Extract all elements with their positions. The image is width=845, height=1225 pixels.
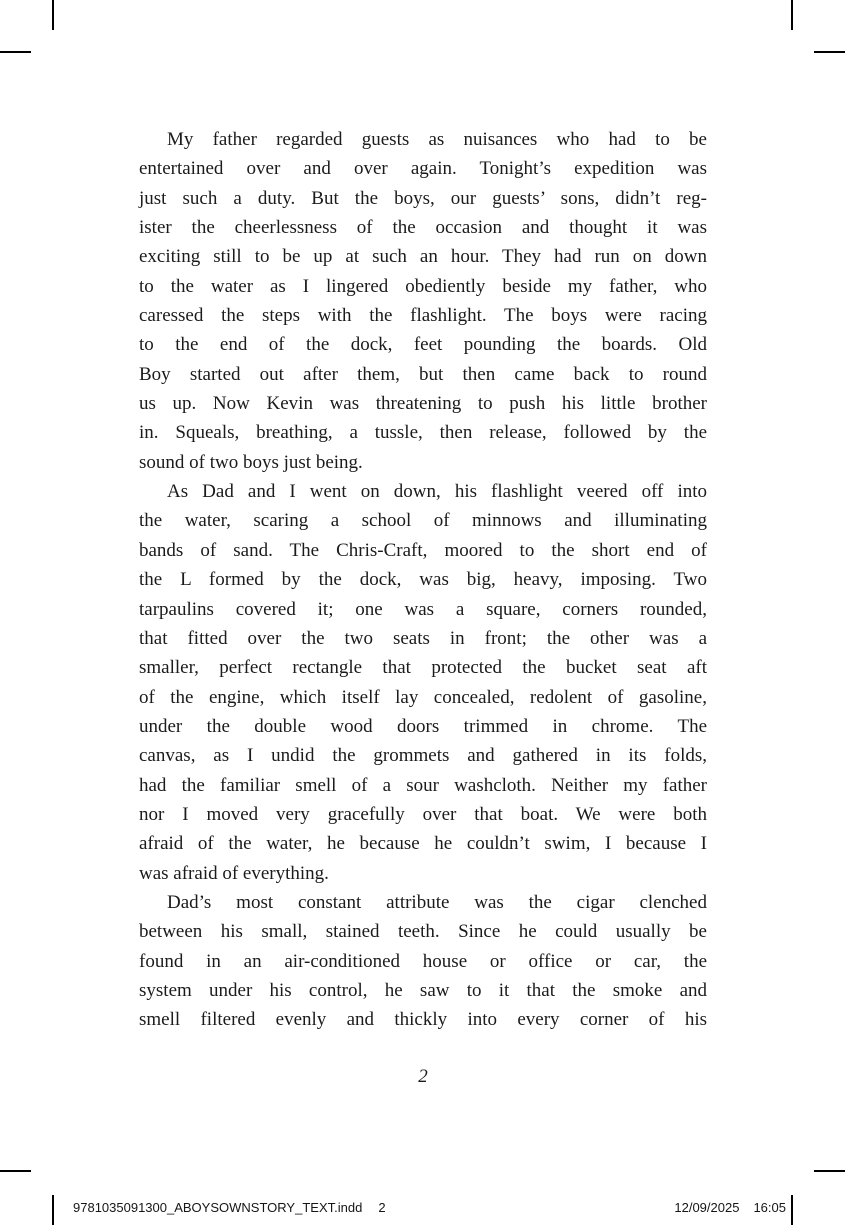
text-line: us up. Now Kevin was threatening to push his little brother [139,393,707,415]
text-line: system under his control, he saw to it that the smoke and [139,979,707,1001]
text-line: bands of sand. The Chris-Craft, moored to the short end of [139,539,707,561]
crop-mark-bottom-right-vertical [791,1195,793,1225]
text-line: Dad’s most constant attribute was the cigar clenched [167,891,707,913]
slug-line-right [674,1200,786,1216]
paragraph [139,888,707,1035]
text-line: found in an air-conditioned house or office or car, the [139,950,707,972]
text-line: in. Squeals, breathing, a tussle, then release, followed by the [139,422,707,444]
text-line: exciting still to be up at such an hour. They had run on down [139,246,707,268]
text-line: caressed the steps with the flashlight. The boys were racing [139,305,707,327]
text-line: the L formed by the dock, was big, heavy, imposing. Two [139,569,707,591]
text-line: sound of two boys just being. [139,451,363,473]
slug-date: 12/09/2025 [674,1200,740,1215]
text-line: to the water as I lingered obediently beside my father, who [139,275,707,297]
crop-mark-top-left-horizontal [0,51,31,53]
text-line: under the double wood doors trimmed in chrome. The [139,715,707,737]
crop-mark-top-left-vertical [52,0,54,30]
text-line: My father regarded guests as nuisances who had to be [167,129,707,150]
text-line: just such a duty. But the boys, our guests’ sons, didn’t reg- [139,187,707,209]
text-line: tarpaulins covered it; one was a square, corners rounded, [139,598,707,620]
text-line: between his small, stained teeth. Since he could usually be [139,921,707,943]
text-line: was afraid of everything. [139,862,329,884]
text-line: that fitted over the two seats in front; the other was a [139,627,707,649]
paragraph [139,477,707,888]
slug-time: 16:05 [753,1200,786,1215]
text-line: entertained over and over again. Tonight’s expedition was [139,158,707,180]
crop-mark-top-right-horizontal [814,51,845,53]
text-line: the water, scaring a school of minnows and illuminating [139,510,707,532]
slug-page-number: 2 [378,1200,386,1215]
text-line: to the end of the dock, feet pounding the boards. Old [139,334,707,356]
text-line: smaller, perfect rectangle that protected the bucket seat aft [139,657,707,679]
slug-line-left [73,1200,386,1216]
paragraph [139,125,707,477]
text-line: afraid of the water, he because he couldn’t swim, I because I [139,833,707,855]
crop-mark-bottom-left-vertical [52,1195,54,1225]
text-line: canvas, as I undid the grommets and gathered in its folds, [139,745,707,767]
text-line: smell filtered evenly and thickly into every corner of his [139,1009,707,1031]
text-line: Boy started out after them, but then came back to round [139,363,707,385]
text-line: As Dad and I went on down, his flashlight veered off into [167,481,707,503]
crop-mark-top-right-vertical [791,0,793,30]
text-line: ister the cheerlessness of the occasion and thought it was [139,217,707,239]
slug-filename: 9781035091300_ABOYSOWNSTORY_TEXT.indd [73,1200,363,1215]
body-text [139,125,707,1035]
text-line: of the engine, which itself lay concealed, redolent of gasoline, [139,686,707,708]
text-line: had the familiar smell of a sour washcloth. Neither my father [139,774,707,796]
page-number: 2 [418,1066,428,1087]
text-line: nor I moved very gracefully over that boat. We were both [139,803,707,825]
crop-mark-bottom-right-horizontal [814,1170,845,1172]
crop-mark-bottom-left-horizontal [0,1170,31,1172]
